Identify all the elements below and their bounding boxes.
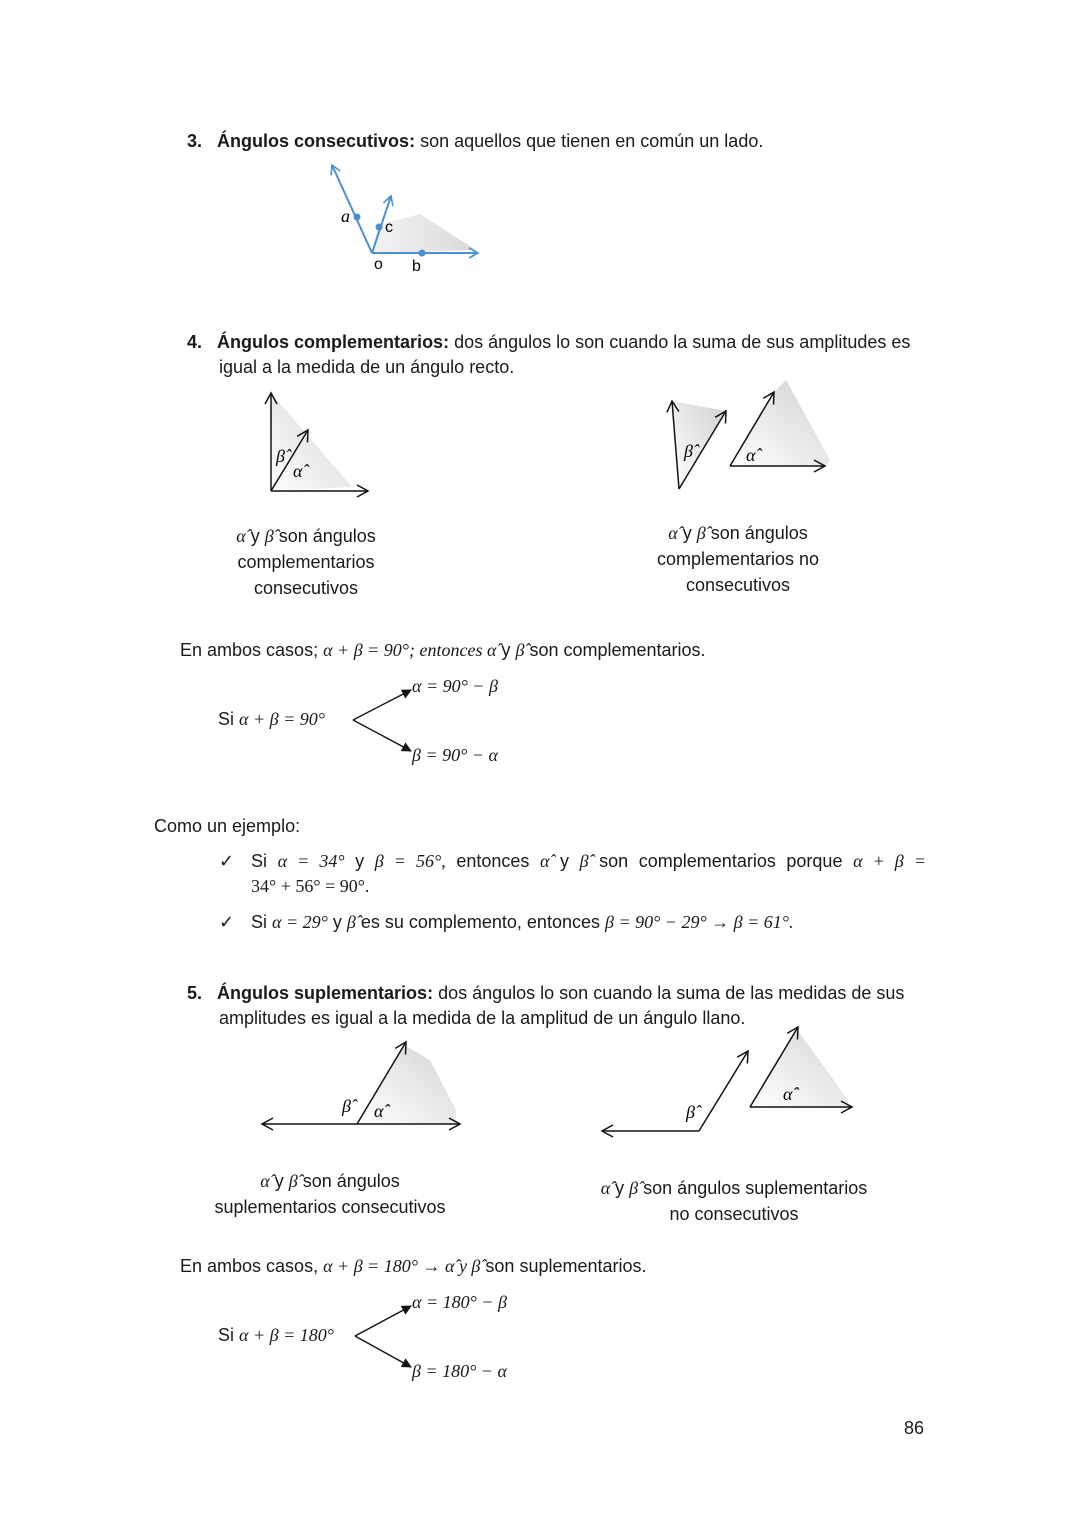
alpha-label-left-5: α̂ xyxy=(374,1101,384,1121)
label-b: b xyxy=(412,258,421,275)
section-5-text-line1: dos ángulos lo son cuando la suma de las medidas de sus xyxy=(438,983,905,1003)
section-3-number: 3. xyxy=(187,131,203,151)
section-5-text-line2: amplitudes es igual a la medida de la amplitud de un ángulo llano. xyxy=(219,1008,746,1028)
section-4-text-line1: dos ángulos lo son cuando la suma de sus amplitudes es xyxy=(454,332,911,352)
supplementary-summary: En ambos casos, α + β = 180° → α̂ y β̂ son suplementarios. xyxy=(180,1256,647,1276)
label-c: c xyxy=(385,219,393,236)
formula-beta-5: β = 180° − α xyxy=(412,1361,507,1381)
example-title: Como un ejemplo: xyxy=(154,816,301,836)
section-5-number: 5. xyxy=(187,983,203,1003)
example-item-1: Si α = 34° y β = 56°, entonces α̂ y β̂ son complementarios porque α + β = xyxy=(251,851,927,871)
caption-supplementary-consecutive: α̂ y β̂ son ángulos suplementarios consecutivos xyxy=(214,1171,446,1217)
label-o: o xyxy=(374,256,383,273)
section-4-title: Ángulos complementarios: xyxy=(217,332,450,352)
caption-supplementary-non-consecutive: α̂ y β̂ son ángulos suplementarios no consecutivos xyxy=(600,1178,868,1224)
beta-label-right-5: β̂ xyxy=(686,1102,695,1122)
section-3-text: son aquellos que tienen en común un lado. xyxy=(420,131,764,151)
section-4-number: 4. xyxy=(187,332,203,352)
beta-label-right: β̂ xyxy=(684,441,693,461)
caption-complementary-non-consecutive: α̂ y β̂ son ángulos complementarios no consecutivos xyxy=(656,523,820,595)
branch-arrow-up-5 xyxy=(355,1306,411,1336)
formula-alpha: α = 90° − β xyxy=(412,676,498,696)
complementary-si-formula: Si α + β = 90° xyxy=(218,709,325,729)
beta-label-left: β̂ xyxy=(276,446,285,466)
check-icon: ✓ xyxy=(219,851,235,871)
formula-alpha-5: α = 180° − β xyxy=(412,1292,507,1312)
beta-label-left-5: β̂ xyxy=(342,1096,351,1116)
branch-arrow-down-5 xyxy=(355,1336,411,1367)
supplementary-si-formula: Si α + β = 180° xyxy=(218,1325,334,1345)
page-number: 86 xyxy=(904,1418,925,1438)
section-3-title: Ángulos consecutivos: xyxy=(217,131,416,151)
section-5-title: Ángulos suplementarios: xyxy=(217,983,434,1003)
alpha-label-right-5: α̂ xyxy=(783,1084,793,1104)
example-item-2: Si α = 29° y β̂ es su complemento, entonces β = 90° − 29° → β = 61°. xyxy=(251,912,794,932)
alpha-label-right: α̂ xyxy=(746,445,756,465)
label-a: a xyxy=(341,206,350,226)
caption-complementary-consecutive: α̂ y β̂ son ángulos complementarios consecutivos xyxy=(236,526,376,598)
alpha-label-left: α̂ xyxy=(293,461,303,481)
section-4-text-line2: igual a la medida de un ángulo recto. xyxy=(219,357,515,377)
check-icon: ✓ xyxy=(219,912,235,932)
formula-beta: β = 90° − α xyxy=(412,745,498,765)
example-item-1-line2: 34° + 56° = 90°. xyxy=(251,876,370,896)
complementary-summary: En ambos casos; α + β = 90°; entonces α̂ y β̂ son complementarios. xyxy=(180,640,706,660)
